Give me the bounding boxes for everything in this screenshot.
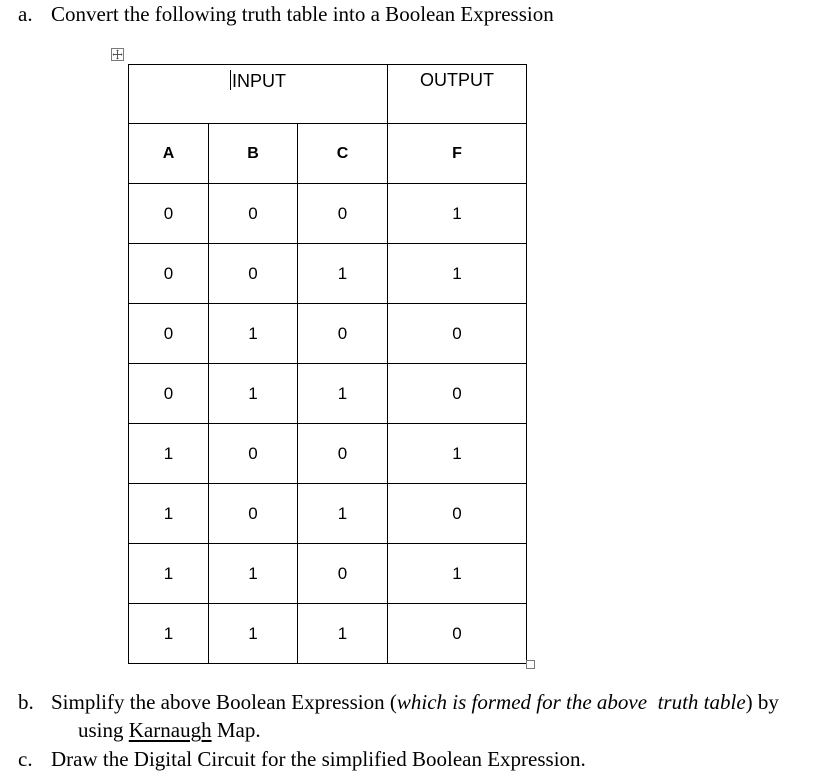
column-label-a: A: [129, 124, 209, 184]
cell-a: 0: [129, 244, 209, 304]
table-row: [129, 544, 527, 604]
cell-c: 1: [298, 364, 388, 424]
cell-a: 1: [129, 604, 209, 664]
cell-b: 0: [209, 184, 298, 244]
cell-c: 1: [298, 484, 388, 544]
cell-a: 0: [129, 184, 209, 244]
cell-c: 0: [298, 184, 388, 244]
cell-f: 1: [388, 544, 527, 604]
cell-f: 0: [388, 604, 527, 664]
question-b-line-1: Simplify the above Boolean Expression (which is formed for the above truth table) by: [51, 690, 779, 714]
table-row: [129, 424, 527, 484]
cell-b: 1: [209, 364, 298, 424]
column-label-c: C: [298, 124, 388, 184]
table-row: [129, 364, 527, 424]
cell-a: 1: [129, 424, 209, 484]
text-cursor: [230, 70, 231, 90]
cell-f: 1: [388, 424, 527, 484]
cell-f: 0: [388, 484, 527, 544]
cell-b: 0: [209, 244, 298, 304]
cell-b: 0: [209, 484, 298, 544]
table-row: [129, 484, 527, 544]
input-group-header: INPUT: [129, 65, 388, 124]
column-label-b: B: [209, 124, 298, 184]
table-row: [129, 304, 527, 364]
table-move-handle-icon[interactable]: [111, 48, 124, 61]
cell-f: 1: [388, 184, 527, 244]
question-a-marker: a.: [18, 2, 33, 26]
cell-a: 0: [129, 364, 209, 424]
cell-b: 0: [209, 424, 298, 484]
column-label-f: F: [388, 124, 527, 184]
cell-c: 0: [298, 544, 388, 604]
cell-c: 0: [298, 304, 388, 364]
question-a-text: Convert the following truth table into a Boolean Expression: [51, 2, 554, 26]
table-row: [129, 184, 527, 244]
cell-b: 1: [209, 304, 298, 364]
truth-table: [128, 64, 527, 664]
cell-f: 0: [388, 364, 527, 424]
cell-f: 1: [388, 244, 527, 304]
question-b-marker: b.: [18, 690, 34, 714]
cell-a: 1: [129, 544, 209, 604]
cell-a: 0: [129, 304, 209, 364]
cell-c: 0: [298, 424, 388, 484]
question-c-marker: c.: [18, 747, 33, 771]
cell-c: 1: [298, 604, 388, 664]
spellcheck-word[interactable]: Karnaugh: [128, 718, 212, 742]
table-resize-handle[interactable]: [526, 660, 535, 669]
cell-c: 1: [298, 244, 388, 304]
column-label-row: [129, 124, 527, 184]
cell-f: 0: [388, 304, 527, 364]
question-b-line-2: using Karnaugh Map.: [78, 718, 261, 742]
output-group-header: OUTPUT: [388, 65, 527, 124]
table-row: [129, 604, 527, 664]
question-b-italic-note: which is formed for the above truth table: [396, 690, 746, 714]
cell-b: 1: [209, 544, 298, 604]
question-c-text: Draw the Digital Circuit for the simplified Boolean Expression.: [51, 747, 586, 771]
cell-b: 1: [209, 604, 298, 664]
cell-a: 1: [129, 484, 209, 544]
table-row: [129, 244, 527, 304]
